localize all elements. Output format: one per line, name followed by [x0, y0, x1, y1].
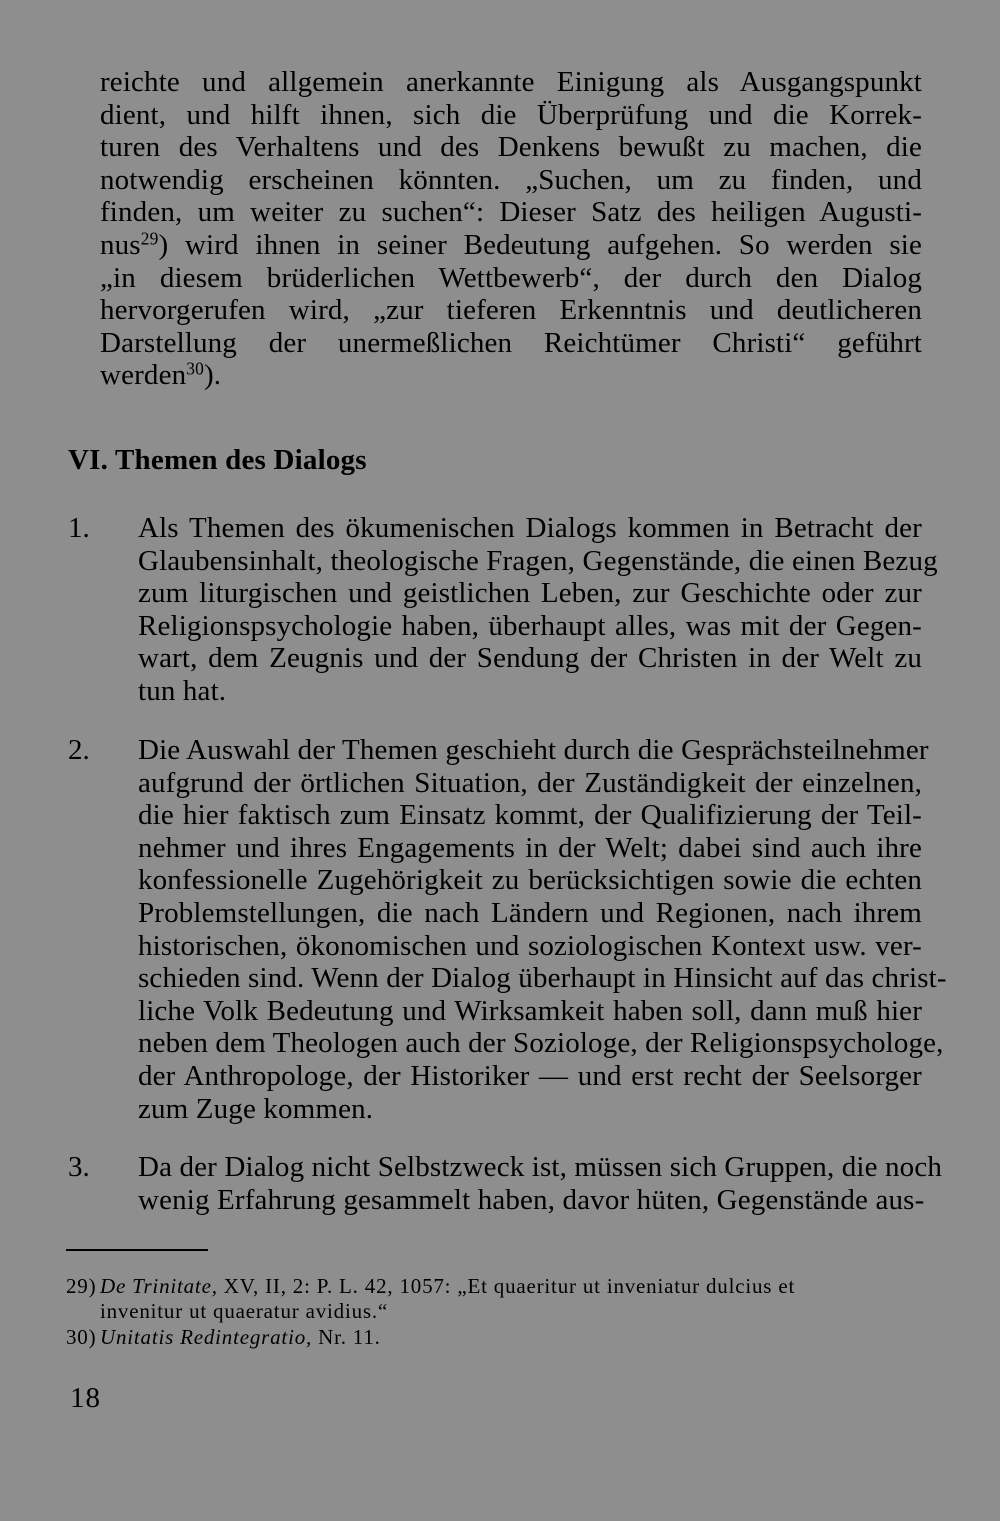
text-line: historischen, ökonomischen und soziologischen Kontext usw. ver-	[138, 929, 922, 962]
footnote-text: XV, II, 2: P. L. 42, 1057: „Et quaeritur ut inveniatur dulcius et	[217, 1274, 796, 1298]
footnote-mark: 29)	[66, 1274, 97, 1298]
item-2-paragraph	[138, 734, 947, 1125]
item-3-paragraph	[138, 1151, 943, 1216]
text-line: liche Volk Bedeutung und Wirksamkeit haben soll, dann muß hier	[138, 994, 922, 1027]
footnote-text: Nr. 11.	[312, 1325, 381, 1349]
text-line: wart, dem Zeugnis und der Sendung der Christen in der Welt zu	[138, 642, 922, 675]
text-line: „in diesem brüderlichen Wettbewerb“, der durch den Dialog	[100, 261, 922, 294]
item-number: 3.	[68, 1151, 90, 1183]
text-fragment: ).	[203, 359, 222, 392]
text-line: dient, und hilft ihnen, sich die Überprüfung und die Korrek-	[100, 98, 922, 131]
footnote-29	[66, 1274, 922, 1323]
text-line: die hier faktisch zum Einsatz kommt, der Qualifizierung der Teil-	[138, 799, 922, 832]
item-number: 2.	[68, 734, 90, 766]
page-number: 18	[70, 1382, 101, 1414]
text-line: neben dem Theologen auch der Soziologe, der Religionspsychologe,	[138, 1027, 944, 1060]
text-line: zum liturgischen und geistlichen Leben, zur Geschichte oder zur	[138, 577, 922, 610]
text-line: Religionspsychologie haben, überhaupt alles, was mit der Gegen-	[138, 609, 922, 642]
text-line: Als Themen des ökumenischen Dialogs kommen in Betracht der	[138, 512, 922, 544]
footnote-continuation: invenitur ut quaeratur avidius.“	[100, 1298, 389, 1323]
footnote-ref-30: 30	[186, 358, 204, 379]
text-line: schieden sind. Wenn der Dialog überhaupt in Hinsicht auf das christ-	[138, 962, 947, 995]
text-fragment: nus	[100, 228, 141, 261]
footnote-ref-29: 29	[140, 228, 159, 249]
footnote-title: Unitatis Redintegratio,	[100, 1325, 313, 1349]
text-line: wenig Erfahrung gesammelt haben, davor hüten, Gegenstände aus-	[138, 1183, 925, 1216]
text-line: der Anthropologe, der Historiker — und erst recht der Seelsorger	[138, 1059, 922, 1092]
intro-paragraph	[100, 66, 922, 392]
text-line: nus$^{29}$) wird ihnen in seiner Bedeutung aufgehen. So werden sie	[100, 228, 922, 261]
footnote-title: De Trinitate,	[100, 1274, 218, 1298]
text-line: aufgrund der örtlichen Situation, der Zuständigkeit der einzelnen,	[138, 766, 922, 799]
text-line: tun hat.	[138, 674, 227, 707]
text-line	[100, 359, 922, 392]
footnote-mark: 30)	[66, 1325, 97, 1349]
text-line: reichte und allgemein anerkannte Einigung als Ausgangspunkt	[100, 66, 922, 98]
text-line: Glaubensinhalt, theologische Fragen, Gegenstände, die einen Bezug	[138, 544, 938, 577]
text-fragment: werden	[100, 359, 187, 392]
text-line: nehmer und ihres Engagements in der Welt; dabei sind auch ihre	[138, 831, 922, 864]
text-line: notwendig erscheinen könnten. „Suchen, um zu finden, und	[100, 163, 922, 196]
section-heading: VI. Themen des Dialogs	[68, 444, 367, 476]
text-line: zum Zuge kommen.	[138, 1092, 374, 1125]
footnote-divider	[66, 1249, 208, 1251]
text-line: turen des Verhaltens und des Denkens bewußt zu machen, die	[100, 131, 922, 164]
text-fragment: wird ihnen in seiner Bedeutung aufgehen. So werden sie	[184, 228, 922, 261]
text-line: Die Auswahl der Themen geschieht durch die Gesprächsteilnehmer	[138, 734, 929, 766]
text-line: Da der Dialog nicht Selbstzweck ist, müssen sich Gruppen, die noch	[138, 1151, 943, 1183]
text-line: Darstellung der unermeßlichen Reichtümer Christi“ geführt	[100, 326, 922, 359]
text-line: konfessionelle Zugehörigkeit zu berücksichtigen sowie die echten	[138, 864, 922, 897]
text-line: finden, um weiter zu suchen“: Dieser Satz des heiligen Augusti-	[100, 196, 922, 229]
footnote-30	[66, 1325, 922, 1350]
item-1-paragraph	[138, 512, 938, 708]
text-line: hervorgerufen wird, „zur tieferen Erkenntnis und deutlicheren	[100, 294, 922, 327]
text-line: Problemstellungen, die nach Ländern und Regionen, nach ihrem	[138, 896, 922, 929]
item-number: 1.	[68, 512, 90, 544]
